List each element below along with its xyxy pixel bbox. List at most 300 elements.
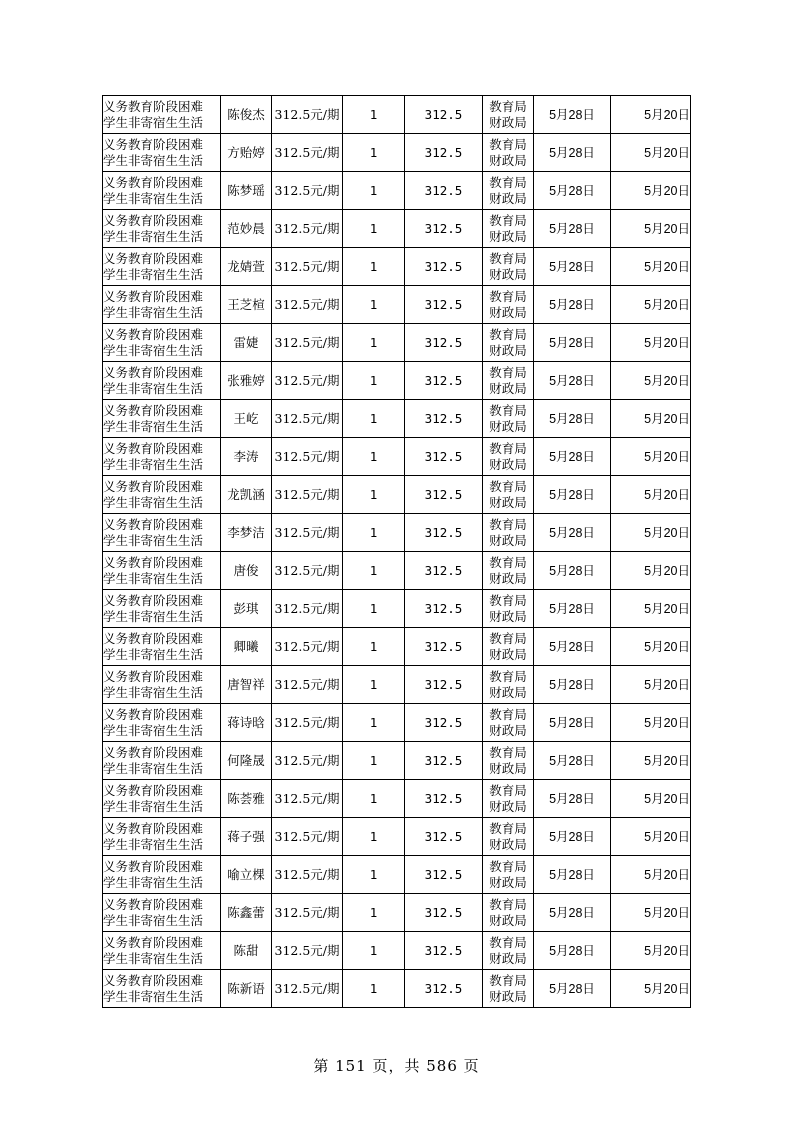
qty-cell: 1 [343, 780, 405, 818]
qty-cell: 1 [343, 438, 405, 476]
project-cell [103, 628, 221, 666]
dept-line: 财政局 [489, 456, 527, 472]
name-cell: 范妙晨 [221, 210, 272, 248]
name-cell: 陈荟雅 [221, 780, 272, 818]
table-row [103, 210, 691, 248]
project-line: 学生非寄宿生生活 [103, 494, 204, 510]
dept-line: 财政局 [489, 266, 527, 282]
table-row [103, 742, 691, 780]
project-line: 义务教育阶段困难 [103, 250, 204, 266]
name-cell: 李涛 [221, 438, 272, 476]
project-cell [103, 742, 221, 780]
date1-cell: 5月28日 [534, 514, 611, 552]
project-cell [103, 856, 221, 894]
qty-cell: 1 [343, 400, 405, 438]
dept-cell [483, 438, 534, 476]
date1-cell: 5月28日 [534, 438, 611, 476]
standard-cell: 312.5元/期 [272, 362, 343, 400]
table-row [103, 970, 691, 1008]
project-line: 义务教育阶段困难 [103, 934, 204, 950]
standard-cell: 312.5元/期 [272, 666, 343, 704]
qty-cell: 1 [343, 970, 405, 1008]
project-line: 学生非寄宿生生活 [103, 874, 204, 890]
project-line: 学生非寄宿生生活 [103, 152, 204, 168]
project-line: 义务教育阶段困难 [103, 98, 204, 114]
dept-line: 财政局 [489, 988, 527, 1004]
standard-cell: 312.5元/期 [272, 210, 343, 248]
table-row [103, 704, 691, 742]
dept-cell [483, 704, 534, 742]
project-cell [103, 210, 221, 248]
standard-cell: 312.5元/期 [272, 324, 343, 362]
amount-cell: 312.5 [405, 666, 483, 704]
dept-cell [483, 894, 534, 932]
date1-cell: 5月28日 [534, 742, 611, 780]
project-line: 义务教育阶段困难 [103, 744, 204, 760]
date1-cell: 5月28日 [534, 324, 611, 362]
dept-cell [483, 476, 534, 514]
dept-line: 财政局 [489, 722, 527, 738]
project-cell [103, 932, 221, 970]
dept-line: 教育局 [489, 934, 527, 950]
dept-line: 教育局 [489, 630, 527, 646]
date2-cell: 5月20日 [611, 210, 691, 248]
project-cell [103, 590, 221, 628]
dept-cell [483, 856, 534, 894]
project-cell [103, 362, 221, 400]
project-line: 义务教育阶段困难 [103, 972, 204, 988]
date1-cell: 5月28日 [534, 286, 611, 324]
standard-cell: 312.5元/期 [272, 400, 343, 438]
table-row [103, 552, 691, 590]
standard-cell: 312.5元/期 [272, 96, 343, 134]
dept-line: 财政局 [489, 380, 527, 396]
qty-cell: 1 [343, 96, 405, 134]
qty-cell: 1 [343, 286, 405, 324]
project-line: 义务教育阶段困难 [103, 364, 204, 380]
dept-line: 教育局 [489, 98, 527, 114]
date1-cell: 5月28日 [534, 400, 611, 438]
project-cell [103, 324, 221, 362]
date2-cell: 5月20日 [611, 248, 691, 286]
table-row [103, 172, 691, 210]
table-row [103, 438, 691, 476]
project-line: 学生非寄宿生生活 [103, 608, 204, 624]
project-line: 义务教育阶段困难 [103, 668, 204, 684]
project-line: 学生非寄宿生生活 [103, 342, 204, 358]
dept-cell [483, 400, 534, 438]
name-cell: 李梦洁 [221, 514, 272, 552]
standard-cell: 312.5元/期 [272, 628, 343, 666]
name-cell: 雷婕 [221, 324, 272, 362]
standard-cell: 312.5元/期 [272, 970, 343, 1008]
date2-cell: 5月20日 [611, 172, 691, 210]
project-line: 学生非寄宿生生活 [103, 114, 204, 130]
dept-cell [483, 552, 534, 590]
dept-line: 财政局 [489, 418, 527, 434]
name-cell: 陈梦瑶 [221, 172, 272, 210]
project-line: 学生非寄宿生生活 [103, 380, 204, 396]
project-line: 义务教育阶段困难 [103, 174, 204, 190]
table-row [103, 780, 691, 818]
amount-cell: 312.5 [405, 856, 483, 894]
name-cell: 喻立棵 [221, 856, 272, 894]
dept-line: 财政局 [489, 760, 527, 776]
qty-cell: 1 [343, 590, 405, 628]
amount-cell: 312.5 [405, 248, 483, 286]
dept-line: 财政局 [489, 950, 527, 966]
dept-line: 教育局 [489, 402, 527, 418]
date1-cell: 5月28日 [534, 970, 611, 1008]
dept-line: 财政局 [489, 798, 527, 814]
date1-cell: 5月28日 [534, 780, 611, 818]
standard-cell: 312.5元/期 [272, 932, 343, 970]
date2-cell: 5月20日 [611, 742, 691, 780]
dept-cell [483, 590, 534, 628]
qty-cell: 1 [343, 894, 405, 932]
date2-cell: 5月20日 [611, 96, 691, 134]
project-line: 义务教育阶段困难 [103, 326, 204, 342]
project-line: 义务教育阶段困难 [103, 782, 204, 798]
dept-line: 教育局 [489, 250, 527, 266]
dept-line: 财政局 [489, 190, 527, 206]
date2-cell: 5月20日 [611, 514, 691, 552]
date2-cell: 5月20日 [611, 932, 691, 970]
standard-cell: 312.5元/期 [272, 590, 343, 628]
name-cell: 彭琪 [221, 590, 272, 628]
date1-cell: 5月28日 [534, 818, 611, 856]
date2-cell: 5月20日 [611, 666, 691, 704]
dept-line: 教育局 [489, 554, 527, 570]
date1-cell: 5月28日 [534, 704, 611, 742]
project-cell [103, 704, 221, 742]
qty-cell: 1 [343, 248, 405, 286]
project-cell [103, 970, 221, 1008]
project-line: 学生非寄宿生生活 [103, 836, 204, 852]
project-line: 学生非寄宿生生活 [103, 532, 204, 548]
dept-line: 教育局 [489, 858, 527, 874]
table-row [103, 476, 691, 514]
dept-line: 教育局 [489, 820, 527, 836]
date1-cell: 5月28日 [534, 932, 611, 970]
date1-cell: 5月28日 [534, 172, 611, 210]
standard-cell: 312.5元/期 [272, 894, 343, 932]
amount-cell: 312.5 [405, 818, 483, 856]
dept-line: 教育局 [489, 744, 527, 760]
amount-cell: 312.5 [405, 514, 483, 552]
dept-line: 财政局 [489, 608, 527, 624]
dept-line: 教育局 [489, 326, 527, 342]
dept-cell [483, 286, 534, 324]
project-line: 学生非寄宿生生活 [103, 228, 204, 244]
project-line: 义务教育阶段困难 [103, 136, 204, 152]
qty-cell: 1 [343, 514, 405, 552]
qty-cell: 1 [343, 704, 405, 742]
qty-cell: 1 [343, 628, 405, 666]
standard-cell: 312.5元/期 [272, 248, 343, 286]
date1-cell: 5月28日 [534, 590, 611, 628]
date1-cell: 5月28日 [534, 628, 611, 666]
standard-cell: 312.5元/期 [272, 172, 343, 210]
standard-cell: 312.5元/期 [272, 818, 343, 856]
dept-line: 财政局 [489, 304, 527, 320]
date1-cell: 5月28日 [534, 894, 611, 932]
qty-cell: 1 [343, 362, 405, 400]
name-cell: 陈甜 [221, 932, 272, 970]
name-cell: 蒋子强 [221, 818, 272, 856]
dept-line: 教育局 [489, 440, 527, 456]
project-line: 学生非寄宿生生活 [103, 266, 204, 282]
project-line: 学生非寄宿生生活 [103, 988, 204, 1004]
dept-cell [483, 96, 534, 134]
table-row [103, 932, 691, 970]
name-cell: 龙婧萱 [221, 248, 272, 286]
table-row [103, 286, 691, 324]
amount-cell: 312.5 [405, 970, 483, 1008]
date2-cell: 5月20日 [611, 704, 691, 742]
date2-cell: 5月20日 [611, 438, 691, 476]
qty-cell: 1 [343, 172, 405, 210]
amount-cell: 312.5 [405, 552, 483, 590]
date1-cell: 5月28日 [534, 476, 611, 514]
qty-cell: 1 [343, 552, 405, 590]
project-line: 学生非寄宿生生活 [103, 418, 204, 434]
project-line: 义务教育阶段困难 [103, 630, 204, 646]
dept-line: 教育局 [489, 668, 527, 684]
dept-line: 财政局 [489, 570, 527, 586]
project-line: 义务教育阶段困难 [103, 212, 204, 228]
dept-line: 财政局 [489, 684, 527, 700]
project-cell [103, 666, 221, 704]
qty-cell: 1 [343, 476, 405, 514]
amount-cell: 312.5 [405, 172, 483, 210]
project-line: 学生非寄宿生生活 [103, 950, 204, 966]
dept-cell [483, 134, 534, 172]
project-cell [103, 400, 221, 438]
dept-cell [483, 780, 534, 818]
date1-cell: 5月28日 [534, 856, 611, 894]
table-row [103, 324, 691, 362]
standard-cell: 312.5元/期 [272, 552, 343, 590]
dept-cell [483, 628, 534, 666]
project-cell [103, 780, 221, 818]
dept-line: 教育局 [489, 288, 527, 304]
amount-cell: 312.5 [405, 590, 483, 628]
project-line: 学生非寄宿生生活 [103, 798, 204, 814]
project-cell [103, 134, 221, 172]
amount-cell: 312.5 [405, 96, 483, 134]
standard-cell: 312.5元/期 [272, 514, 343, 552]
table-row [103, 96, 691, 134]
amount-cell: 312.5 [405, 628, 483, 666]
date2-cell: 5月20日 [611, 134, 691, 172]
date2-cell: 5月20日 [611, 970, 691, 1008]
date1-cell: 5月28日 [534, 362, 611, 400]
name-cell: 唐智祥 [221, 666, 272, 704]
dept-cell [483, 818, 534, 856]
date2-cell: 5月20日 [611, 362, 691, 400]
project-line: 义务教育阶段困难 [103, 554, 204, 570]
project-cell [103, 172, 221, 210]
date1-cell: 5月28日 [534, 96, 611, 134]
subsidy-table [102, 95, 691, 1008]
amount-cell: 312.5 [405, 476, 483, 514]
date2-cell: 5月20日 [611, 894, 691, 932]
table-row [103, 856, 691, 894]
date2-cell: 5月20日 [611, 324, 691, 362]
name-cell: 何隆晟 [221, 742, 272, 780]
date1-cell: 5月28日 [534, 666, 611, 704]
standard-cell: 312.5元/期 [272, 286, 343, 324]
qty-cell: 1 [343, 134, 405, 172]
table-row [103, 628, 691, 666]
name-cell: 陈俊杰 [221, 96, 272, 134]
name-cell: 卿曦 [221, 628, 272, 666]
project-cell [103, 96, 221, 134]
dept-cell [483, 210, 534, 248]
qty-cell: 1 [343, 818, 405, 856]
amount-cell: 312.5 [405, 134, 483, 172]
amount-cell: 312.5 [405, 438, 483, 476]
amount-cell: 312.5 [405, 742, 483, 780]
project-cell [103, 438, 221, 476]
dept-cell [483, 172, 534, 210]
amount-cell: 312.5 [405, 286, 483, 324]
table-row [103, 590, 691, 628]
dept-line: 教育局 [489, 364, 527, 380]
dept-line: 教育局 [489, 478, 527, 494]
project-line: 学生非寄宿生生活 [103, 684, 204, 700]
name-cell: 唐俊 [221, 552, 272, 590]
qty-cell: 1 [343, 742, 405, 780]
dept-line: 财政局 [489, 912, 527, 928]
dept-line: 财政局 [489, 532, 527, 548]
qty-cell: 1 [343, 856, 405, 894]
dept-line: 财政局 [489, 494, 527, 510]
table-row [103, 514, 691, 552]
date2-cell: 5月20日 [611, 590, 691, 628]
project-cell [103, 248, 221, 286]
project-line: 学生非寄宿生生活 [103, 570, 204, 586]
name-cell: 方贻婷 [221, 134, 272, 172]
date2-cell: 5月20日 [611, 818, 691, 856]
project-cell [103, 894, 221, 932]
project-line: 义务教育阶段困难 [103, 402, 204, 418]
date1-cell: 5月28日 [534, 552, 611, 590]
dept-line: 财政局 [489, 874, 527, 890]
name-cell: 张雅婷 [221, 362, 272, 400]
project-line: 学生非寄宿生生活 [103, 760, 204, 776]
project-cell [103, 818, 221, 856]
project-line: 义务教育阶段困难 [103, 478, 204, 494]
table-row [103, 894, 691, 932]
date1-cell: 5月28日 [534, 248, 611, 286]
project-cell [103, 514, 221, 552]
amount-cell: 312.5 [405, 932, 483, 970]
name-cell: 王芝楦 [221, 286, 272, 324]
amount-cell: 312.5 [405, 704, 483, 742]
project-line: 义务教育阶段困难 [103, 288, 204, 304]
date2-cell: 5月20日 [611, 400, 691, 438]
dept-line: 教育局 [489, 972, 527, 988]
dept-cell [483, 666, 534, 704]
amount-cell: 312.5 [405, 362, 483, 400]
dept-cell [483, 362, 534, 400]
amount-cell: 312.5 [405, 210, 483, 248]
table-row [103, 248, 691, 286]
amount-cell: 312.5 [405, 780, 483, 818]
date2-cell: 5月20日 [611, 628, 691, 666]
project-cell [103, 552, 221, 590]
dept-line: 教育局 [489, 592, 527, 608]
project-cell [103, 476, 221, 514]
date1-cell: 5月28日 [534, 210, 611, 248]
dept-line: 财政局 [489, 646, 527, 662]
project-line: 义务教育阶段困难 [103, 820, 204, 836]
name-cell: 蒋诗晗 [221, 704, 272, 742]
standard-cell: 312.5元/期 [272, 476, 343, 514]
project-line: 义务教育阶段困难 [103, 592, 204, 608]
dept-cell [483, 514, 534, 552]
date2-cell: 5月20日 [611, 286, 691, 324]
date1-cell: 5月28日 [534, 134, 611, 172]
dept-line: 教育局 [489, 174, 527, 190]
name-cell: 陈新语 [221, 970, 272, 1008]
project-line: 学生非寄宿生生活 [103, 722, 204, 738]
table-row [103, 818, 691, 856]
table-body [103, 96, 691, 1008]
dept-line: 财政局 [489, 342, 527, 358]
standard-cell: 312.5元/期 [272, 438, 343, 476]
project-line: 学生非寄宿生生活 [103, 190, 204, 206]
table-row [103, 134, 691, 172]
project-line: 学生非寄宿生生活 [103, 304, 204, 320]
qty-cell: 1 [343, 666, 405, 704]
date2-cell: 5月20日 [611, 476, 691, 514]
standard-cell: 312.5元/期 [272, 134, 343, 172]
table-row [103, 362, 691, 400]
dept-cell [483, 970, 534, 1008]
dept-line: 教育局 [489, 782, 527, 798]
project-line: 义务教育阶段困难 [103, 440, 204, 456]
project-line: 义务教育阶段困难 [103, 858, 204, 874]
dept-line: 教育局 [489, 706, 527, 722]
qty-cell: 1 [343, 932, 405, 970]
standard-cell: 312.5元/期 [272, 742, 343, 780]
dept-line: 教育局 [489, 136, 527, 152]
standard-cell: 312.5元/期 [272, 856, 343, 894]
dept-line: 教育局 [489, 896, 527, 912]
table-row [103, 400, 691, 438]
standard-cell: 312.5元/期 [272, 704, 343, 742]
dept-cell [483, 742, 534, 780]
project-line: 学生非寄宿生生活 [103, 646, 204, 662]
amount-cell: 312.5 [405, 324, 483, 362]
name-cell: 龙凯涵 [221, 476, 272, 514]
project-line: 学生非寄宿生生活 [103, 912, 204, 928]
name-cell: 王屹 [221, 400, 272, 438]
date2-cell: 5月20日 [611, 552, 691, 590]
qty-cell: 1 [343, 210, 405, 248]
dept-cell [483, 248, 534, 286]
name-cell: 陈鑫蕾 [221, 894, 272, 932]
dept-line: 财政局 [489, 152, 527, 168]
project-line: 义务教育阶段困难 [103, 706, 204, 722]
project-cell [103, 286, 221, 324]
page-footer: 第 151 页，共 586 页 [313, 1057, 480, 1075]
date2-cell: 5月20日 [611, 856, 691, 894]
project-line: 义务教育阶段困难 [103, 896, 204, 912]
